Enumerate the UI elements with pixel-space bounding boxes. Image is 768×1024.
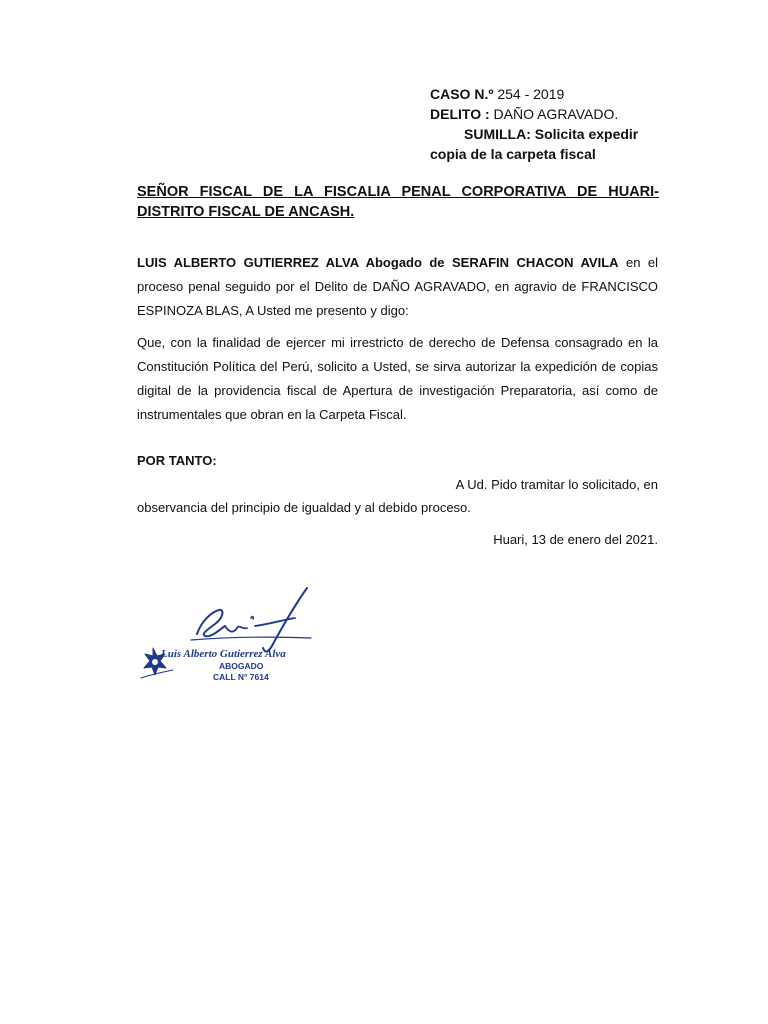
stamp-registration: CALL N° 7614: [213, 672, 269, 682]
caso-label: CASO N.º: [430, 86, 494, 102]
stamp-name: Luis Alberto Gutierrez Alva: [161, 648, 286, 660]
document-date: Huari, 13 de enero del 2021.: [493, 532, 658, 547]
intro-bold: LUIS ALBERTO GUTIERREZ ALVA Abogado de SERAFIN CHACON AVILA: [137, 255, 619, 270]
sumilla-line-1: SUMILLA: Solicita expedir: [464, 126, 639, 142]
por-tanto-heading: POR TANTO:: [137, 453, 217, 468]
stamp-title: ABOGADO: [219, 661, 264, 671]
request-paragraph: Que, con la finalidad de ejercer mi irrestricto de derecho de Defensa consagrado en la Constitución Política del Perú, solicito a Usted, se sirva autorizar la expedición de copias digital de la providencia fiscal de Apertura de investigación Preparatoria, así como de instrumentales que obran en la Carpeta Fiscal.: [137, 335, 658, 422]
delito-value: DAÑO AGRAVADO.: [493, 106, 619, 122]
case-header: [430, 84, 660, 164]
addressee-heading: SEÑOR FISCAL DE LA FISCALIA PENAL CORPORATIVA DE HUARI- DISTRITO FISCAL DE ANCASH.: [137, 184, 659, 220]
caso-line: [430, 84, 660, 104]
delito-line: [430, 104, 660, 124]
intro-rest: en el proceso penal seguido por el Delito de DAÑO AGRAVADO, en agravio de FRANCISCO ESPINOZA BLAS, A Usted me presento y digo:: [137, 255, 658, 318]
sumilla-line-2: copia de la carpeta fiscal: [430, 146, 596, 162]
caso-value: 254 - 2019: [497, 86, 565, 102]
signature-stamp: [135, 582, 325, 692]
intro-paragraph: [137, 251, 658, 323]
delito-label: DELITO :: [430, 106, 490, 122]
closing-line-2: observancia del principio de igualdad y al debido proceso.: [137, 500, 471, 515]
closing-line-1: A Ud. Pido tramitar lo solicitado, en: [455, 477, 658, 492]
